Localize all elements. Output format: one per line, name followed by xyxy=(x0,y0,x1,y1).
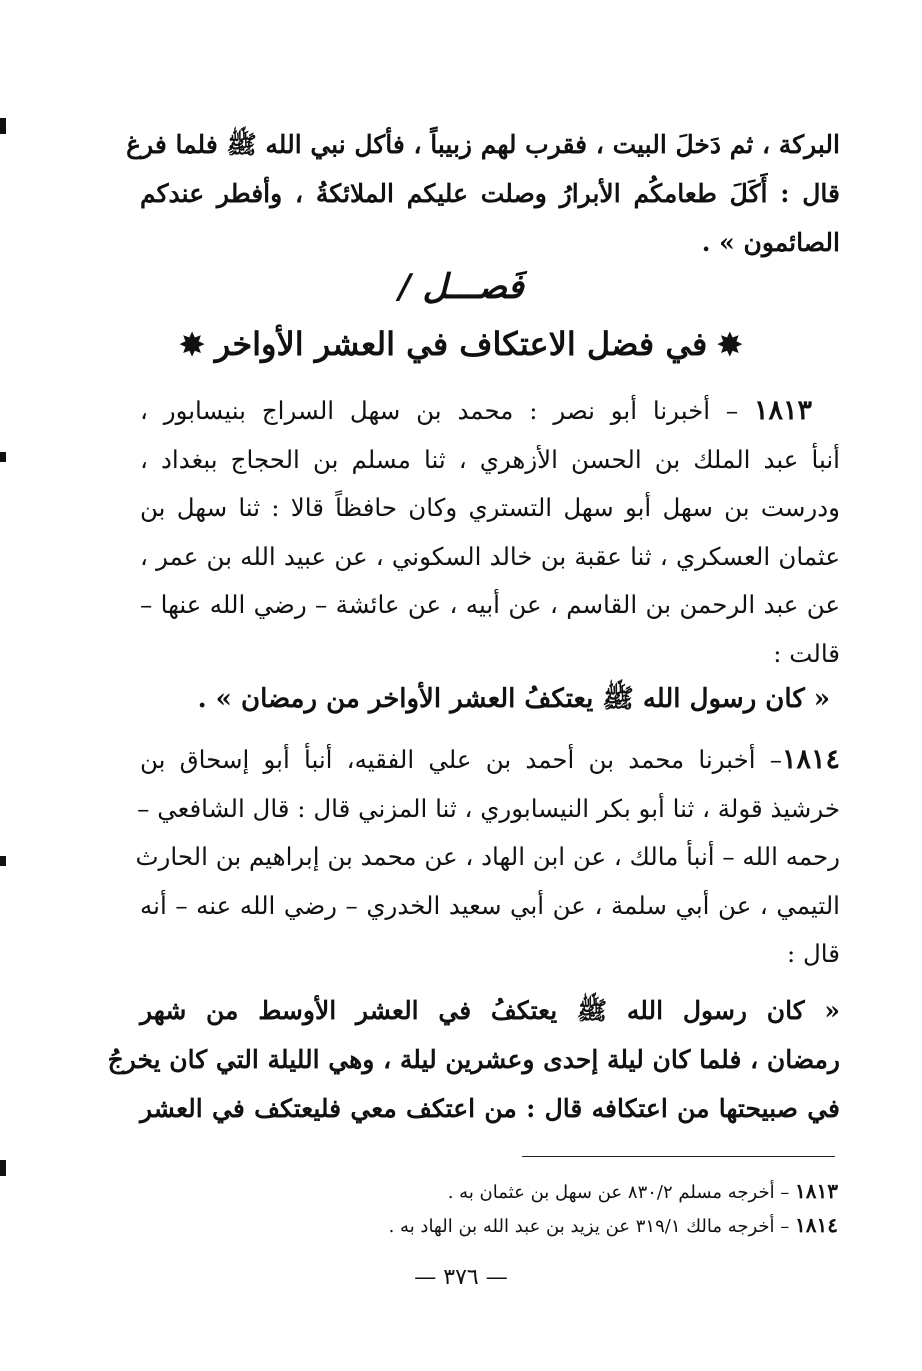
ornament-icon: ✸ xyxy=(179,328,205,363)
intro-paragraph xyxy=(126,120,840,267)
footnote-number: ١٨١٤ xyxy=(795,1213,838,1237)
footnote-text: – أخرجه مالك ٣١٩/١ عن يزيد بن عبد الله بن الهاد به . xyxy=(388,1216,790,1237)
text-line: رمضان ، فلما كان ليلة إحدى وعشرين ليلة ، وهي الليلة التي كان يخرجُ xyxy=(107,1045,840,1074)
page-number: — ٣٧٦ — xyxy=(414,1265,508,1290)
hadith-1813 xyxy=(140,387,840,678)
hadith-quote: « كان رسول الله ﷺ يعتكفُ العشر الأواخر من رمضان » . xyxy=(197,684,830,714)
footnote-number: ١٨١٣ xyxy=(795,1179,838,1203)
hadith-1814 xyxy=(135,736,840,979)
hadith-number: ١٨١٤ xyxy=(781,744,840,775)
margin-mark xyxy=(0,118,6,134)
text-line: خرشيذ قولة ، ثنا أبو بكر النيسابوري ، ثنا المزني قال : قال الشافعي – xyxy=(137,793,840,823)
text-segment: – أخبرنا محمد بن أحمد بن علي الفقيه، أنبأ أبو إسحاق بن xyxy=(140,745,782,774)
text-line: « كان رسول الله ﷺ يعتكفُ في العشر الأوسط من شهر xyxy=(140,996,840,1025)
text-line: قال : أَكَلَ طعامكُم الأبرارُ وصلت عليكم الملائكةُ ، وأفطر عندكم xyxy=(140,179,840,208)
section-label: فَصـــل / xyxy=(398,267,524,307)
hadith-number: ١٨١٣ xyxy=(753,395,812,426)
text-line: رحمه الله – أنبأ مالك ، عن ابن الهاد ، عن محمد بن إبراهيم بن الحارث xyxy=(135,842,840,871)
text-line: قالت : xyxy=(773,638,840,668)
text-line: عن عبد الرحمن بن القاسم ، عن أبيه ، عن عائشة – رضي الله عنها – xyxy=(140,590,840,619)
text-segment: – أخبرنا أبو نصر : محمد بن سهل السراج بنيسابور ، xyxy=(140,396,739,425)
text-line: أنبأ عبد الملك بن الحسن الأزهري ، ثنا مسلم بن الحجاج ببغداد ، xyxy=(140,444,840,474)
hadith-quote xyxy=(107,986,840,1133)
margin-mark xyxy=(0,856,6,866)
text-line: الصائمون » . xyxy=(701,228,840,257)
text-line xyxy=(140,736,840,785)
margin-mark xyxy=(0,452,6,462)
text-line: في صبيحتها من اعتكافه قال : من اعتكف معي فليعتكف في العشر xyxy=(140,1094,840,1123)
text-line: عثمان العسكري ، ثنا عقبة بن خالد السكوني ، عن عبيد الله بن عمر ، xyxy=(140,541,840,571)
text-line: البركة ، ثم دَخلَ البيت ، فقرب لهم زبيباً ، فأكل نبي الله ﷺ فلما فرغ xyxy=(126,130,840,159)
footnote-divider xyxy=(522,1156,835,1157)
margin-mark xyxy=(0,1160,6,1176)
section-title-text: في فضل الاعتكاف في العشر الأواخر xyxy=(214,325,708,363)
footnote-text: – أخرجه مسلم ٨٣٠/٢ عن سهل بن عثمان به . xyxy=(447,1182,790,1203)
text-line: التيمي ، عن أبي سلمة ، عن أبي سعيد الخدري – رضي الله عنه – أنه xyxy=(140,890,840,920)
section-title xyxy=(0,318,922,372)
footnote xyxy=(150,1210,838,1242)
text-line: ودرست بن سهل أبو سهل التستري وكان حافظاً قالا : ثنا سهل بن xyxy=(140,493,840,522)
ornament-icon: ✸ xyxy=(717,328,743,363)
text-line: قال : xyxy=(786,939,840,968)
footnote xyxy=(150,1176,838,1208)
text-line xyxy=(140,387,840,436)
